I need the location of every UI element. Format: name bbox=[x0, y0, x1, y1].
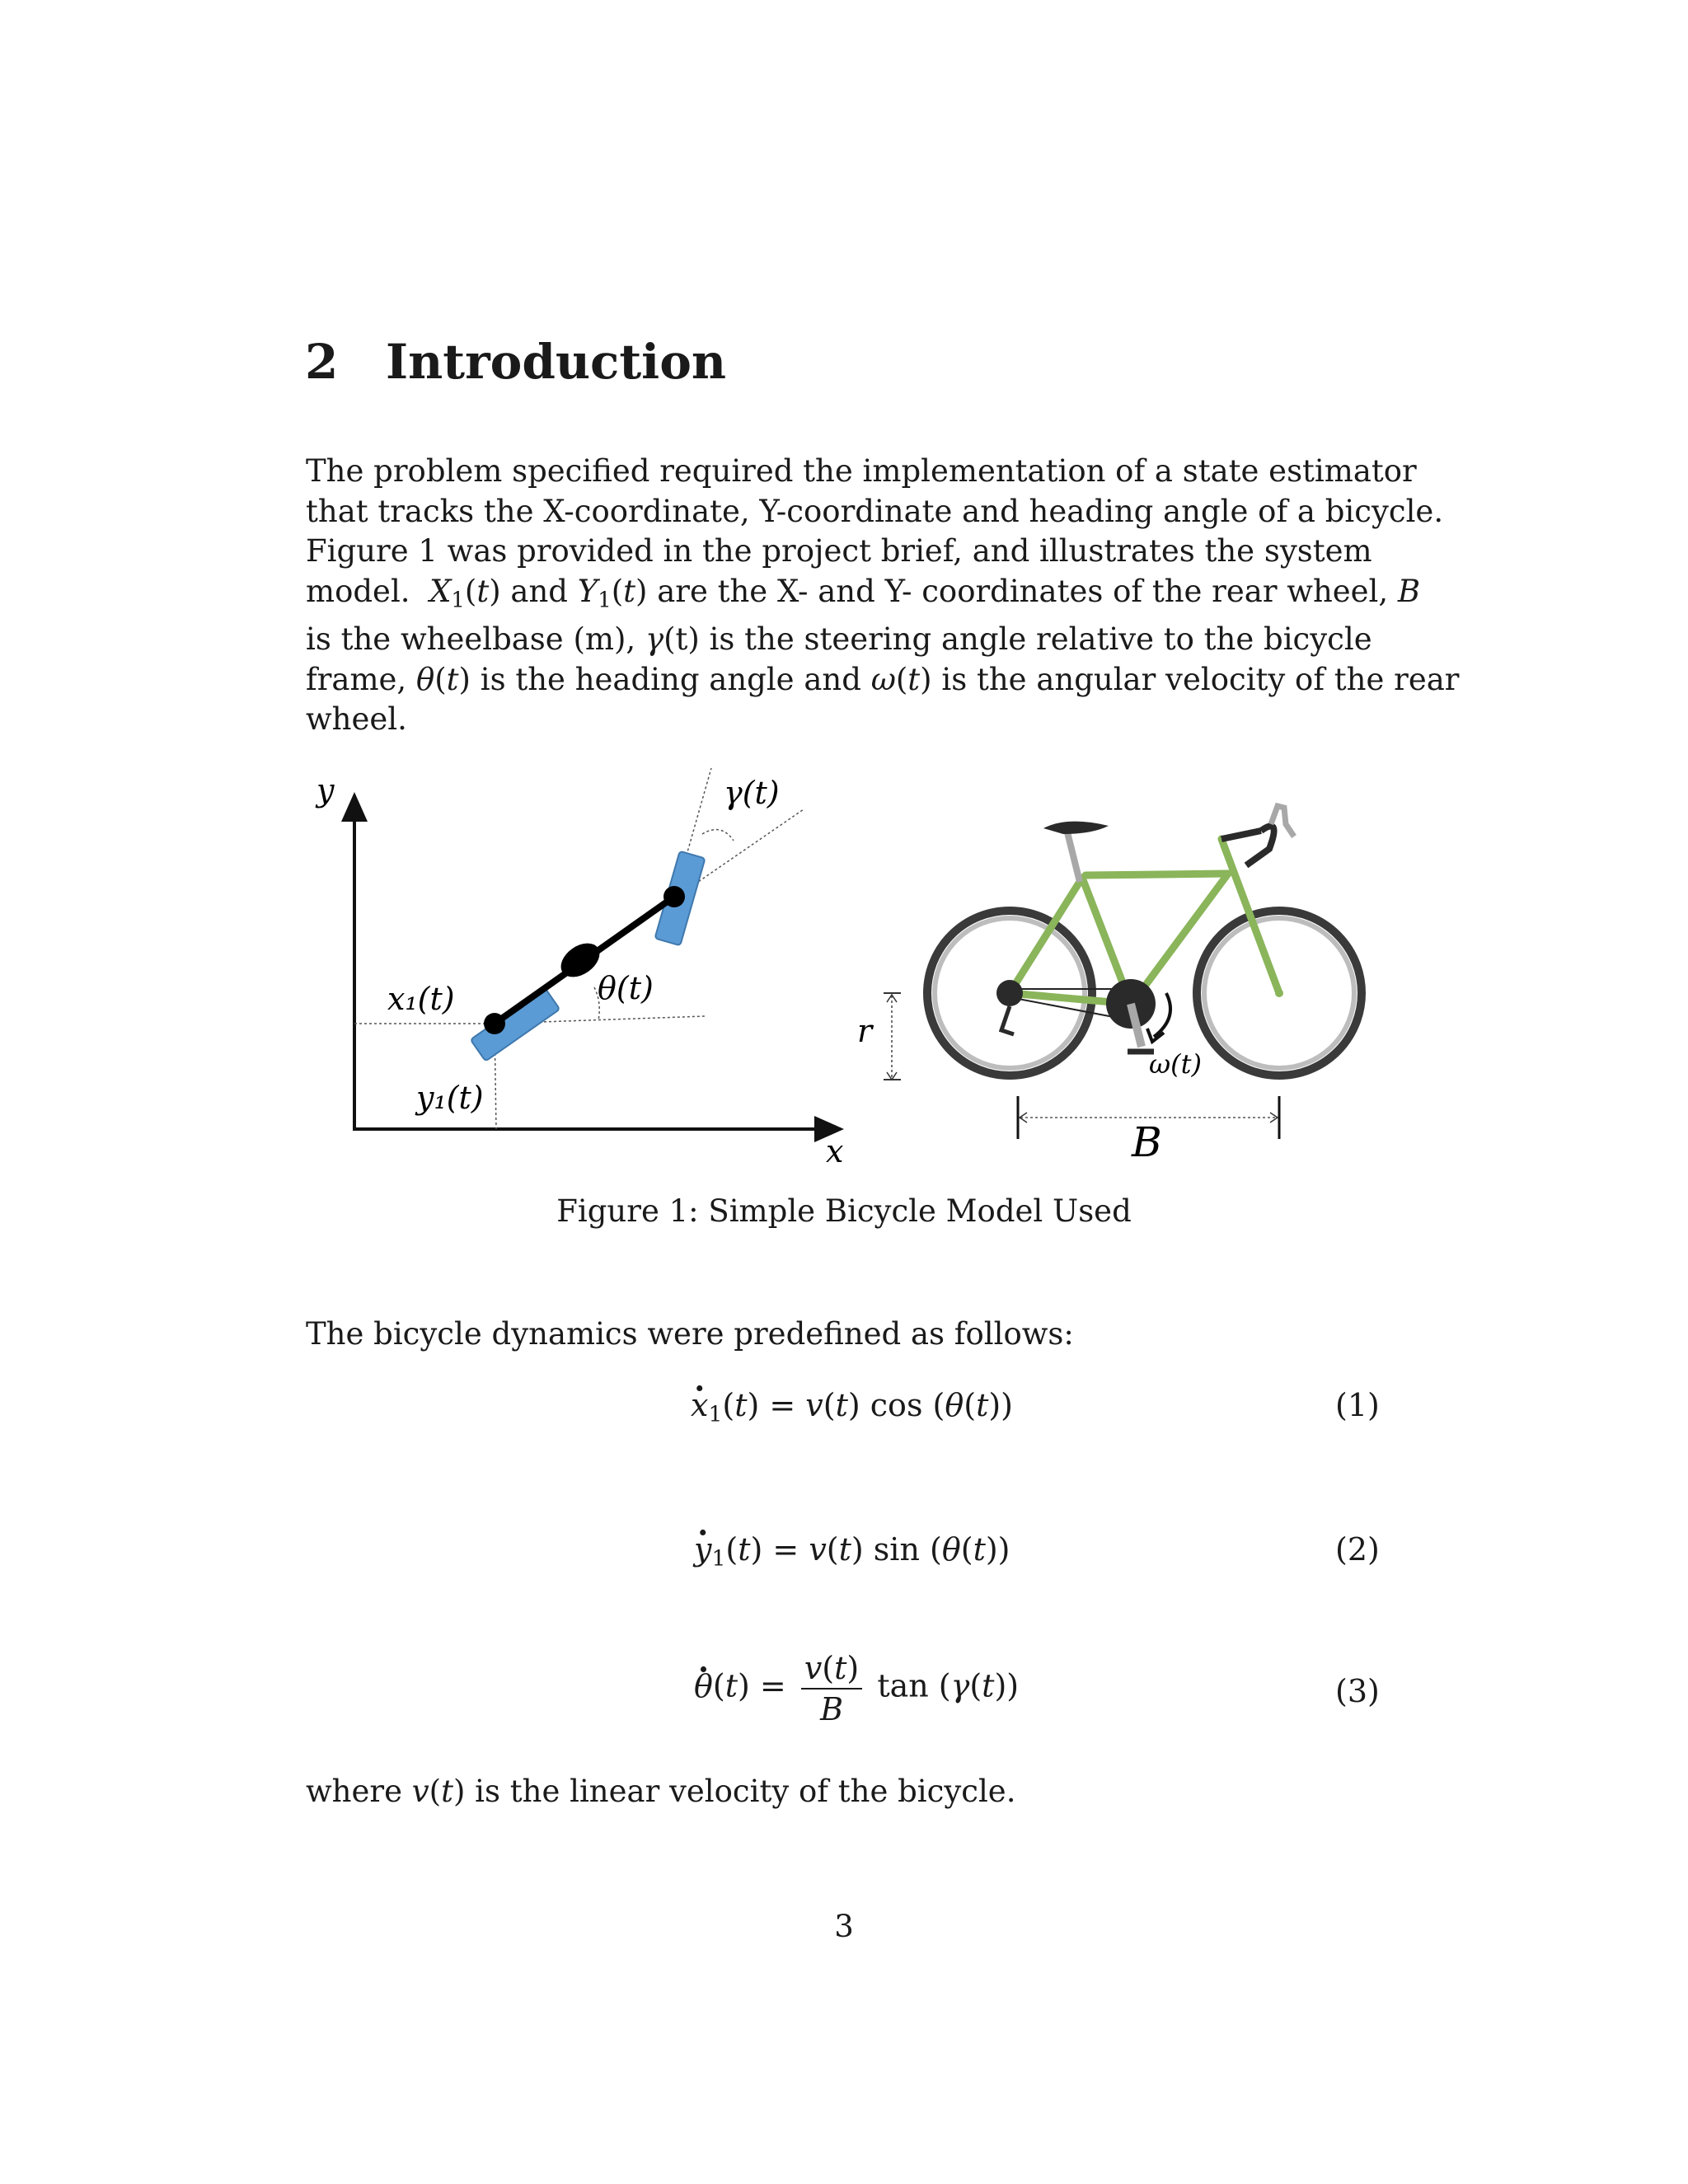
page-number: 3 bbox=[834, 1909, 854, 1944]
para-text: is the wheelbase (m), bbox=[306, 621, 636, 658]
para-line-2: that tracks the X-coordinate, Y-coordinate and heading angle of a bicycle. bbox=[306, 493, 1444, 529]
para-text: frame, bbox=[306, 661, 407, 697]
where-sentence: where v(t) is the linear velocity of the bicycle. bbox=[306, 1774, 1016, 1809]
para-line-5: is the wheelbase (m), γ(t) is the steering angle relative to the bicycle bbox=[306, 621, 1372, 658]
para-text: is the angular velocity of the rear bbox=[941, 661, 1460, 697]
y1-label: y₁(t) bbox=[416, 1080, 484, 1116]
para-line-7: wheel. bbox=[306, 701, 407, 738]
dynamics-intro: The bicycle dynamics were predefined as follows: bbox=[306, 1316, 1074, 1352]
para-line-3: Figure 1 was provided in the project brief, and illustrates the system bbox=[306, 533, 1372, 569]
fraction: $\frac{v(t)}{B}$ bbox=[801, 1650, 862, 1727]
omega-label: ω(t) bbox=[1149, 1048, 1202, 1080]
equation-2: $y \cdot_1(t) = v(t)$ sin (θ(t)) bbox=[694, 1531, 1010, 1572]
equation-1: $x \cdot_1(t) = v(t)$ cos (θ(t)) bbox=[691, 1387, 1013, 1427]
equation-3: θ ·(t) = $\frac{v(t)}{B}$ tan (γ(t)) bbox=[694, 1650, 1019, 1727]
wheelbase-label: B bbox=[1132, 1118, 1162, 1166]
para-line-6: frame, θ(t) is the heading angle and ω(t) is the angular velocity of the rear bbox=[306, 661, 1460, 697]
para-line-4: model. $X_1(t)$ and $Y_1(t)$ are the X- and Y- coordinates of the rear wheel, B bbox=[306, 573, 1421, 612]
gamma-label: γ(t) bbox=[724, 775, 780, 811]
where-text: where bbox=[306, 1774, 402, 1809]
para-line-1: The problem specified required the implementation of a state estimator bbox=[306, 453, 1417, 489]
intro-paragraph bbox=[306, 452, 1460, 740]
para-text: is the steering angle relative to the bicycle bbox=[709, 621, 1372, 658]
section-number: 2 bbox=[305, 334, 339, 390]
para-text: model. bbox=[306, 573, 410, 609]
radius-label: r bbox=[857, 1013, 873, 1049]
figure-caption: Figure 1: Simple Bicycle Model Used bbox=[556, 1193, 1132, 1229]
x-axis-label: x bbox=[826, 1133, 844, 1169]
x1-label: x₁(t) bbox=[387, 981, 455, 1017]
bicycle-illustration bbox=[857, 806, 1362, 1166]
equation-number-2: (2) bbox=[1335, 1531, 1380, 1568]
para-text: is the heading angle and bbox=[480, 661, 861, 697]
bicycle-model-figure bbox=[305, 758, 1385, 1170]
y-axis-label: y bbox=[316, 772, 335, 808]
kinematic-diagram bbox=[315, 768, 843, 1169]
where-text: is the linear velocity of the bicycle. bbox=[475, 1774, 1016, 1809]
equation-number-3: (3) bbox=[1335, 1673, 1380, 1709]
para-text: are the X- and Y- coordinates of the rear wheel, bbox=[657, 573, 1389, 609]
equation-number-1: (1) bbox=[1335, 1387, 1380, 1423]
para-text: and bbox=[510, 573, 568, 609]
theta-label: θ(t) bbox=[598, 970, 654, 1006]
section-title: Introduction bbox=[386, 334, 727, 390]
